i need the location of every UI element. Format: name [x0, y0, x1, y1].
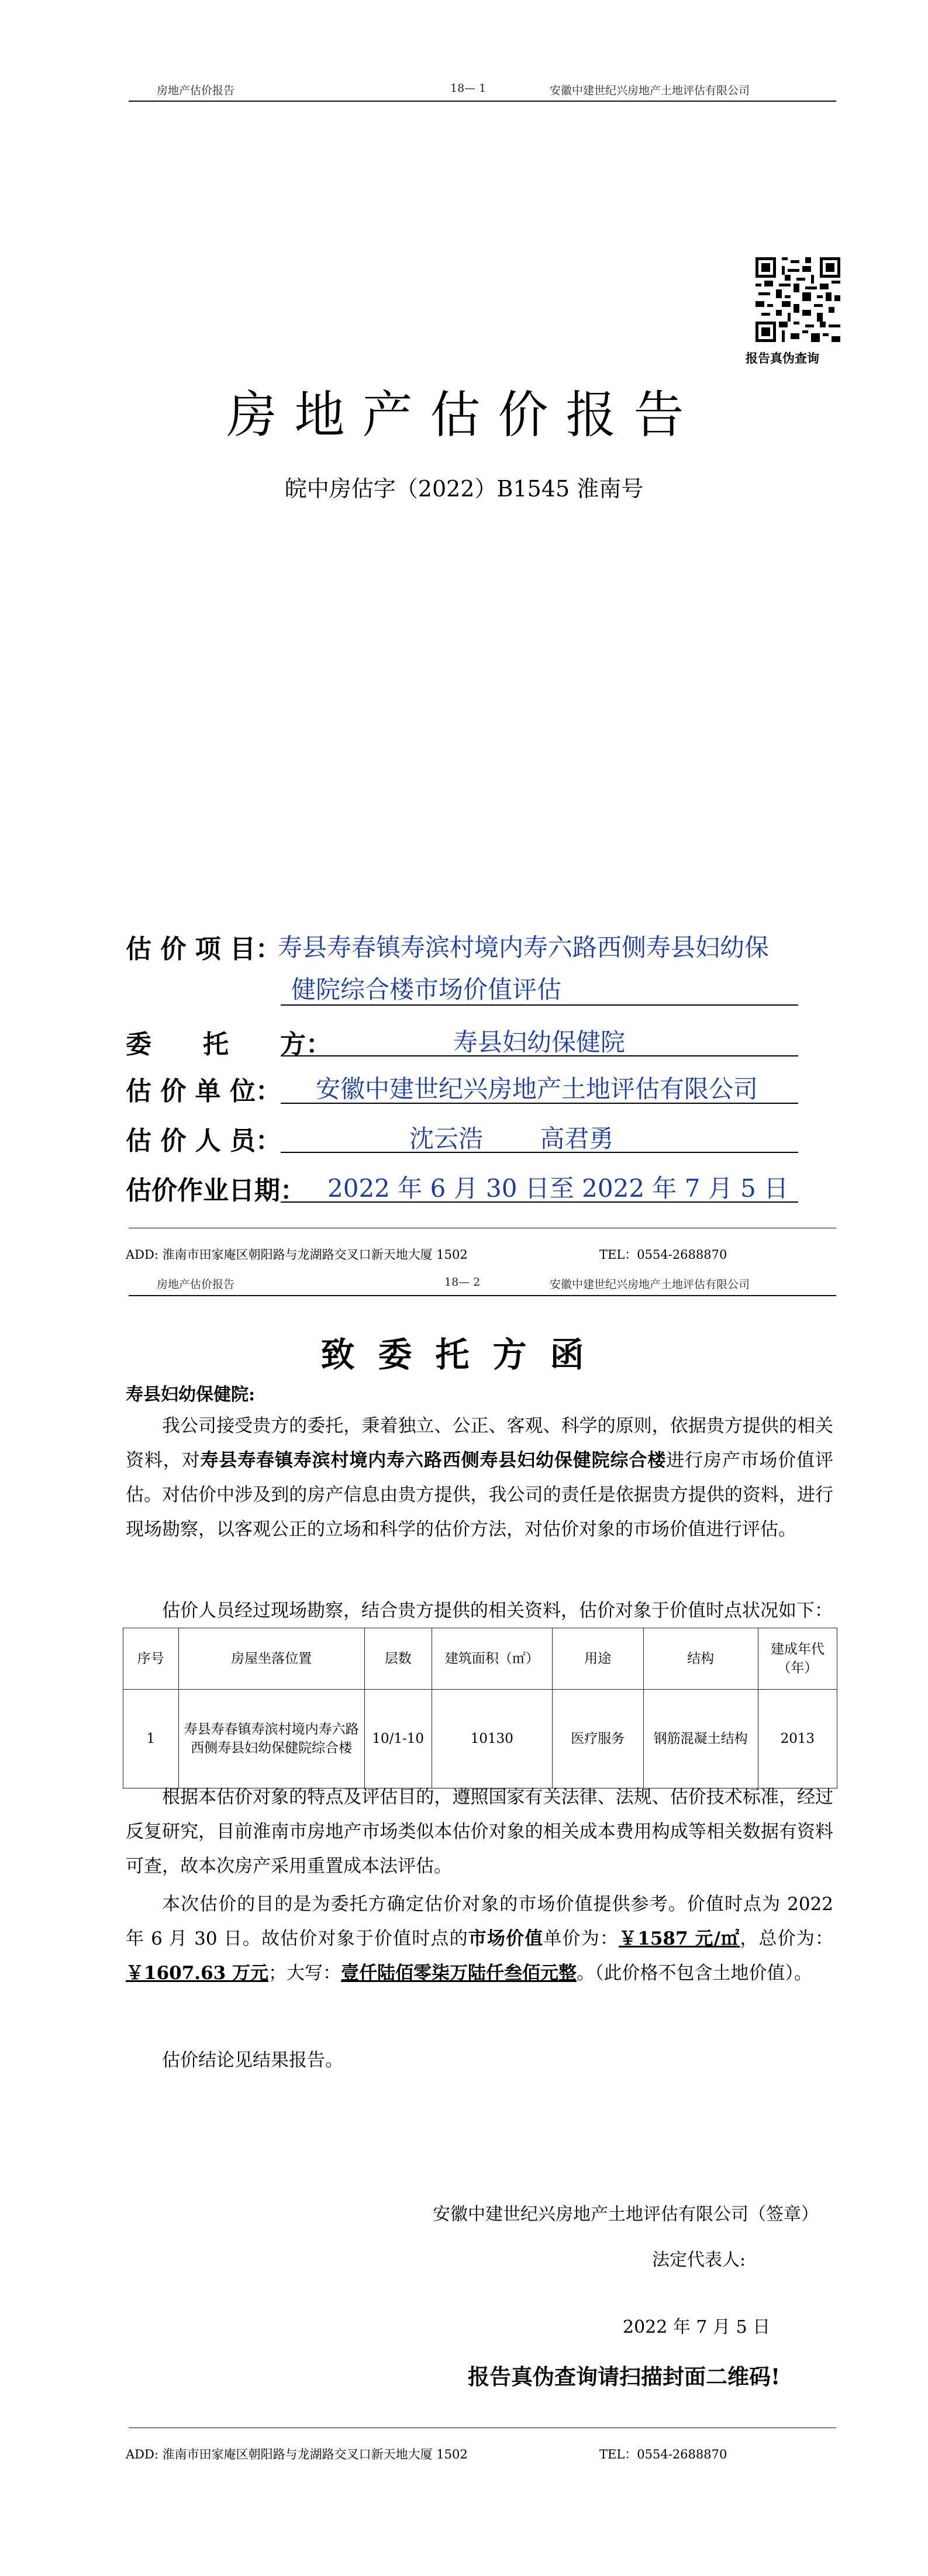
document-number: 皖中房估字（2022）B1545 淮南号	[284, 476, 644, 502]
table-header-cell: 层数	[364, 1628, 432, 1690]
property-table	[123, 1628, 837, 1788]
footer-address: ADD: 淮南市田家庵区朝阳路与龙湖路交叉口新天地大厦 1502	[126, 2447, 468, 2461]
table-cell: 钢筋混凝土结构	[643, 1690, 758, 1788]
footer-address: ADD: 淮南市田家庵区朝阳路与龙湖路交叉口新天地大厦 1502	[126, 1248, 468, 1262]
underline-work-date	[281, 1201, 798, 1203]
table-cell: 10/1-10	[364, 1690, 432, 1788]
footer-tel: TEL：0554-2688870	[599, 2447, 727, 2461]
paragraph-conclusion: 估价结论见结果报告。	[162, 2050, 343, 2071]
legal-representative: 法定代表人:	[652, 2250, 746, 2270]
label-appraisers: 估 价 人 员：	[126, 1126, 281, 1156]
table-header-cell: 建筑面积（㎡）	[432, 1628, 552, 1690]
table-cell: 10130	[432, 1690, 552, 1788]
paragraph-method: 根据本估价对象的特点及评估目的，遵照国家有关法律、法规、估价技术标准，经过反复研究，目前淮南市房地产市场类似本估价对象的相关成本费用构成等相关数据有资料可查，故本次房产采用重置成本法评估。	[126, 1787, 833, 1877]
letter-title: 致委托方函	[320, 1335, 608, 1375]
label-appraiser-org: 估 价 单 位：	[126, 1076, 281, 1106]
qr-code-icon[interactable]	[755, 257, 840, 342]
underline-appraisers	[281, 1152, 798, 1153]
paragraph-survey: 估价人员经过现场勘察，结合贵方提供的相关资料，估价对象于价值时点状况如下：	[162, 1600, 833, 1621]
value-appraiser-org: 安徽中建世纪兴房地产土地评估有限公司	[316, 1075, 758, 1103]
table-header-cell: 结构	[643, 1628, 758, 1690]
table-header-cell: 序号	[123, 1628, 179, 1690]
label-project: 估 价 项 目：	[126, 934, 281, 964]
label-work-date: 估价作业日期：	[126, 1176, 306, 1206]
value-work-date: 2022 年 6 月 30 日至 2022 年 7 月 5 日	[327, 1174, 789, 1203]
header-page-number: 18— 2	[444, 1276, 481, 1289]
table-header-cell: 用途	[553, 1628, 644, 1690]
table-header-cell: 建成年代（年）	[758, 1628, 837, 1690]
paragraph-intro: 我公司接受贵方的委托，秉着独立、公正、客观、科学的原则，依据贵方提供的相关资料，对寿县寿春镇寿滨村境内寿六路西侧寿县妇幼保健院综合楼进行房产市场价值评估。对估价中涉及到的房产信息由贵方提供，我公司的责任是依据贵方提供的资料，进行现场勘察，以客观公正的立场和科学的估价方法，对估价对象的市场价值进行评估。	[126, 1415, 834, 1540]
header-left: 房地产估价报告	[157, 1278, 235, 1291]
table-cell: 1	[123, 1690, 179, 1788]
header-page-number: 18— 1	[450, 82, 487, 95]
signature-company: 安徽中建世纪兴房地产土地评估有限公司（签章）	[433, 2204, 819, 2225]
table-cell: 寿县寿春镇寿滨村境内寿六路西侧寿县妇幼保健院综合楼	[178, 1690, 364, 1788]
paragraph-value: 本次估价的目的是为委托方确定估价对象的市场价值提供参考。价值时点为 2022 年 6 月 30 日。故估价对象于价值时点的市场价值单价为：￥1587 元/㎡，总价为：￥1607.63 万元；大写：壹仟陆佰零柒万陆仟叁佰元整。（此价格不包含土地价值）。	[126, 1894, 834, 1984]
value-project-cont: 健院综合楼市场价值评估	[291, 975, 562, 1004]
table-row	[123, 1690, 837, 1788]
value-project: 寿县寿春镇寿滨村境内寿六路西侧寿县妇幼保	[278, 933, 770, 962]
value-appraisers: 沈云浩 高君勇	[409, 1124, 614, 1153]
header-company: 安徽中建世纪兴房地产土地评估有限公司	[550, 1278, 750, 1291]
header-left: 房地产估价报告	[157, 84, 235, 97]
underline-client	[281, 1055, 798, 1056]
letter-date: 2022 年 7 月 5 日	[623, 2317, 771, 2337]
header-company: 安徽中建世纪兴房地产土地评估有限公司	[550, 84, 750, 97]
verification-notice: 报告真伪查询请扫描封面二维码!	[468, 2364, 781, 2389]
table-cell: 2013	[758, 1690, 837, 1788]
table-cell: 医疗服务	[553, 1690, 644, 1788]
value-client: 寿县妇幼保健院	[453, 1028, 626, 1056]
footer-rule	[129, 2427, 836, 2428]
label-client: 委 托 方：	[126, 1030, 332, 1059]
underline-appraiser-org	[281, 1103, 798, 1104]
table-header-row	[123, 1628, 837, 1690]
underline-project	[281, 1004, 798, 1006]
addressee: 寿县妇幼保健院:	[126, 1384, 256, 1405]
table-header-cell: 房屋坐落位置	[178, 1628, 364, 1690]
qr-caption: 报告真伪查询	[746, 351, 819, 365]
header-rule	[129, 101, 836, 102]
header-rule	[129, 1295, 836, 1296]
footer-tel: TEL：0554-2688870	[599, 1248, 727, 1262]
report-title: 房地产估价报告	[226, 386, 702, 444]
